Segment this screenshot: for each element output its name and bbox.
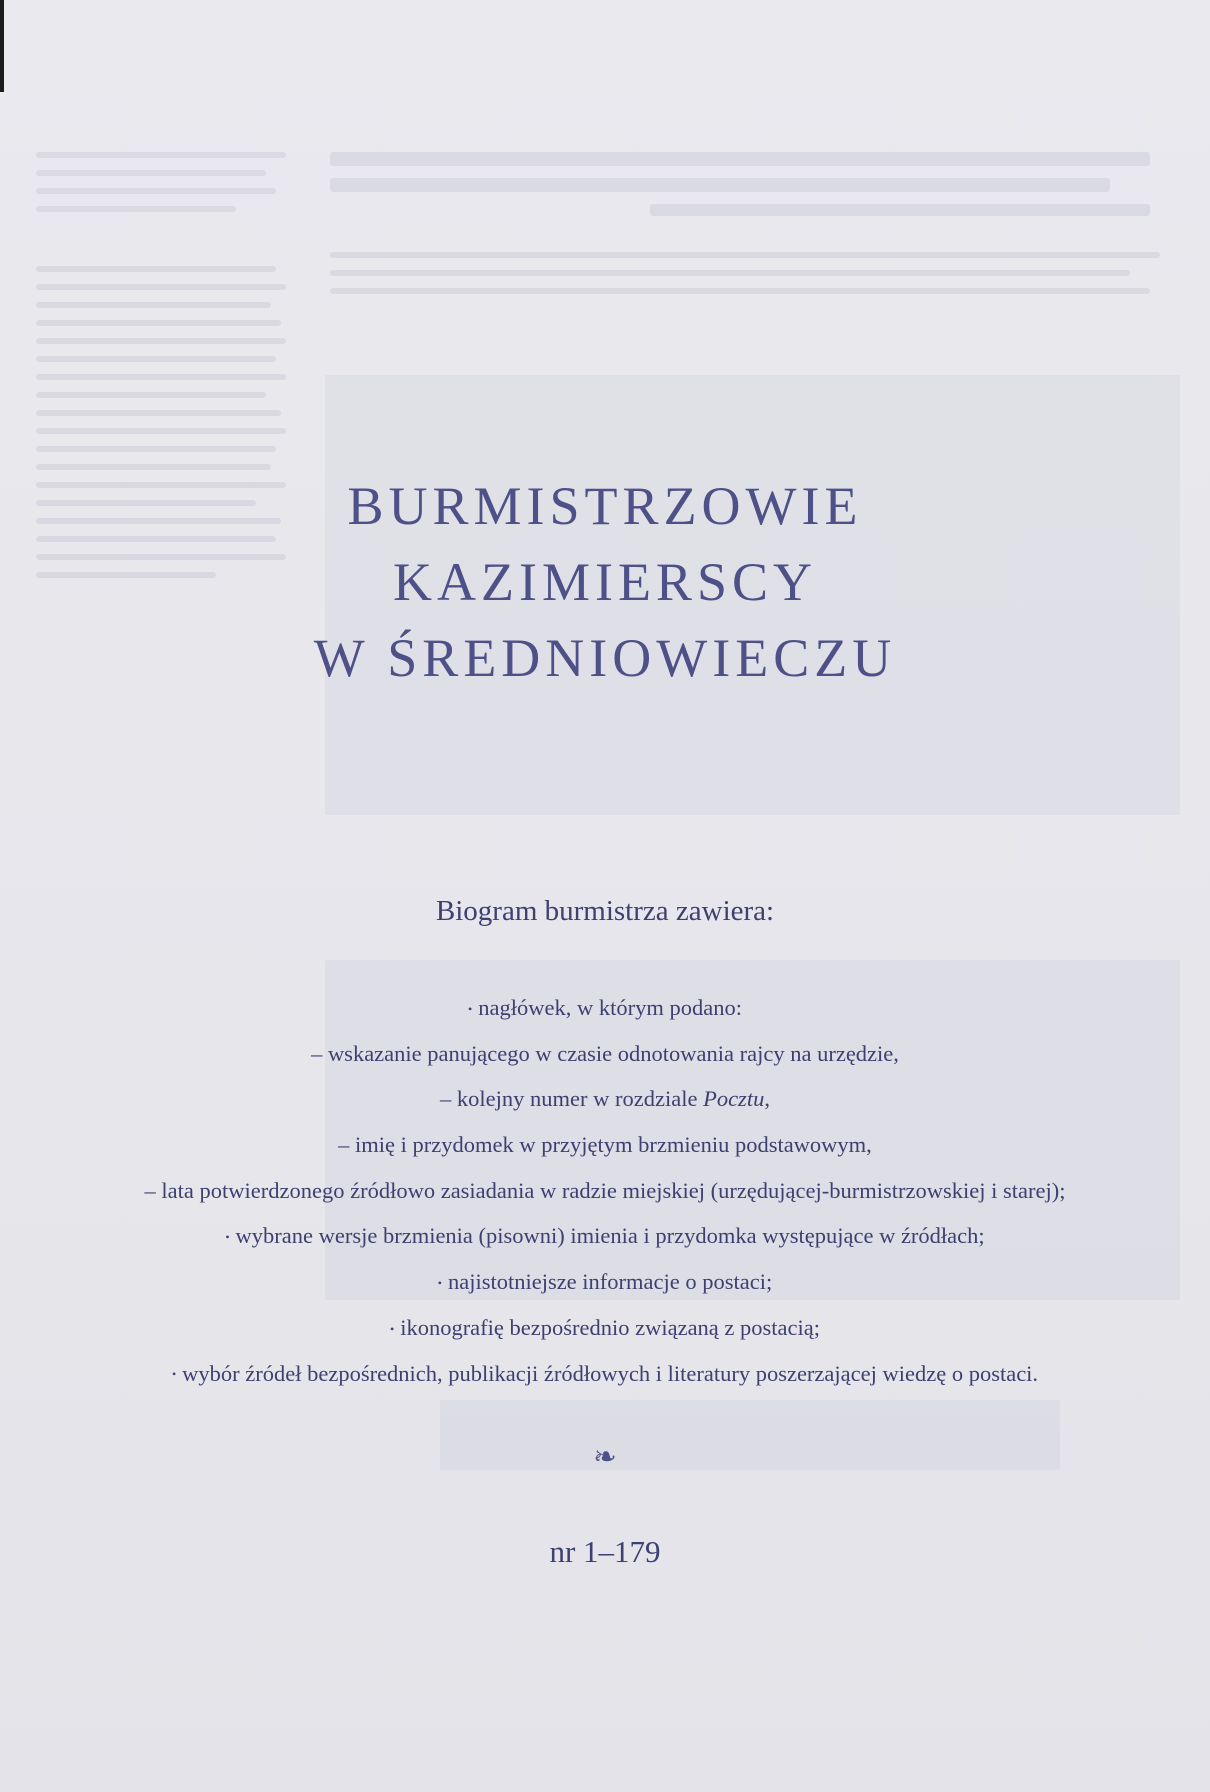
list-item-text: nagłówek, w którym podano: (478, 995, 742, 1020)
list-item (0, 1076, 1210, 1122)
title-line: BURMISTRZOWIE (347, 476, 863, 537)
dash-marker: – (311, 1040, 328, 1066)
list-item (0, 1351, 1210, 1397)
list-item-suffix: , (764, 1086, 770, 1112)
dash-marker: – (440, 1086, 457, 1112)
bullet-icon: • (389, 1321, 395, 1336)
list-item-text: wybór źródeł bezpośrednich, publikacji źródłowych i literatury poszerzającej wiedzę o postaci. (182, 1360, 1039, 1386)
bullet-icon: • (468, 1001, 473, 1016)
list-item (0, 1259, 1210, 1305)
list-item-text: wskazanie panującego w czasie odnotowania rajcy na urzędzie, (327, 1040, 899, 1066)
list-item-text: lata potwierdzonego źródłowo zasiadania w radzie miejskiej (urzędującej-burmistrzowskiej i starej); (161, 1177, 1066, 1203)
italic-term: Pocztu (703, 1086, 765, 1112)
dash-marker: – (338, 1132, 356, 1158)
entry-range: nr 1–179 (549, 1534, 661, 1569)
floral-ornament-icon: ❧ (593, 1442, 617, 1473)
bullet-icon: • (171, 1367, 177, 1382)
contents-list (0, 985, 1210, 1396)
page-title (0, 468, 1210, 696)
title-line: KAZIMIERSCY (392, 552, 817, 613)
list-item-text: imię i przydomek w przyjętym brzmieniu podstawowym, (355, 1132, 872, 1158)
dash-marker: – (144, 1177, 162, 1203)
bullet-icon: • (437, 1276, 442, 1291)
list-item-text: ikonografię bezpośrednio związaną z postacią; (400, 1314, 820, 1340)
show-through-right-column (330, 140, 1170, 306)
list-item-text: kolejny numer w rozdziale (456, 1086, 704, 1112)
list-item-text: najistotniejsze informacje o postaci; (447, 1269, 773, 1295)
list-item (0, 1213, 1210, 1259)
list-item-text: wybrane wersje brzmienia (pisowni) imienia i przydomka występujące w źródłach; (235, 1223, 985, 1249)
page-spine-edge (0, 0, 4, 92)
list-item (0, 1122, 1210, 1168)
bullet-icon: • (225, 1230, 230, 1245)
list-item (0, 1168, 1210, 1214)
intro-heading: Biogram burmistrza zawiera: (435, 895, 775, 927)
list-item (0, 1305, 1210, 1351)
list-item (0, 985, 1210, 1031)
title-line: W ŚREDNIOWIECZU (313, 628, 897, 689)
list-item (0, 1031, 1210, 1077)
